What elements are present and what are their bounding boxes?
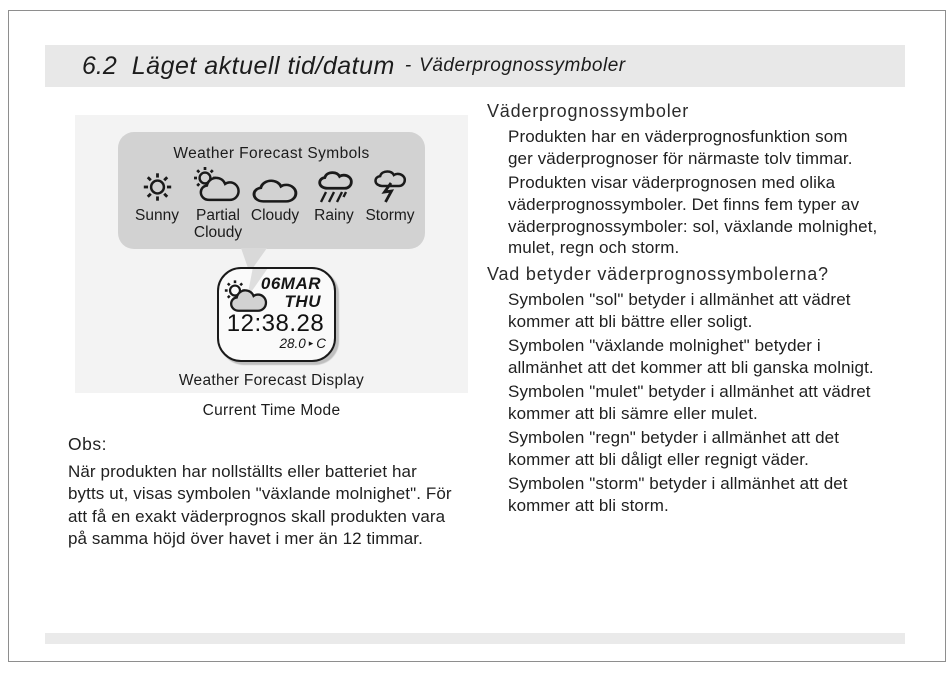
text-line: väderprognossymboler: sol, växlande molnighet, <box>508 216 878 236</box>
text-line: kommer att bli sämre eller mulet. <box>508 403 758 423</box>
text-line: Symbolen "regn" betyder i allmänhet att det <box>508 428 840 448</box>
text-line: Symbolen "storm" betyder i allmänhet att det <box>508 474 848 494</box>
section-heading: Väderprognossymboler <box>487 101 690 121</box>
rainy-icon <box>313 171 355 204</box>
text-line: kommer att bli bättre eller soligt. <box>508 311 753 331</box>
display-time: 12:38.28 <box>226 310 325 337</box>
paragraph <box>508 427 919 471</box>
text-line: Produkten visar väderprognosen med olika <box>508 173 836 193</box>
text-line: Symbolen "växlande molnighet" betyder i <box>508 335 821 355</box>
symbol-label: Sunny <box>135 207 179 224</box>
symbol-stormy <box>353 170 427 224</box>
note-heading: Obs: <box>68 434 107 454</box>
paragraph <box>508 381 919 425</box>
text-line: Symbolen "sol" betyder i allmänhet att vädret <box>508 289 851 309</box>
note-body <box>68 461 488 550</box>
footer-bar <box>45 633 905 644</box>
note-line: att få en exakt väderprognos skall produkten vara <box>68 506 446 526</box>
text-line: kommer att bli dåligt eller regnigt väder. <box>508 449 809 469</box>
text-line: mulet, regn och storm. <box>508 238 680 258</box>
text-line: Symbolen "mulet" betyder i allmänhet att vädret <box>508 381 871 401</box>
title-separator: - <box>404 55 412 76</box>
paragraph <box>508 335 919 379</box>
display-caption: Weather Forecast Display <box>178 372 365 389</box>
text-line: väderprognossymboler. Det finns fem typer av <box>508 194 860 214</box>
note-section <box>68 432 488 550</box>
partial-cloudy-icon <box>192 166 244 204</box>
display-day: THU <box>284 292 321 311</box>
section-heading: Vad betyder väderprognossymbolerna? <box>487 263 829 284</box>
paragraph <box>508 473 919 517</box>
cloudy-icon <box>252 179 299 204</box>
display-date: 06MAR <box>260 274 321 293</box>
symbol-label: Cloudy <box>250 207 300 224</box>
note-line: på samma höjd över havet i mer än 12 timmar. <box>68 528 423 548</box>
symbol-label: Partial Cloudy <box>193 207 243 241</box>
stormy-icon <box>371 170 409 204</box>
note-line: När produkten har nollställts eller batteriet har <box>68 462 417 481</box>
text-line: Produkten har en väderprognosfunktion som <box>508 127 848 146</box>
symbol-label: Rainy <box>314 207 354 224</box>
paragraph <box>508 172 919 259</box>
text-line: allmänhet att det kommer att bli ganska molnigt. <box>508 357 874 377</box>
text-line: ger väderprognoser för närmaste tolv timmar. <box>508 148 853 168</box>
temperature-unit: C <box>316 336 326 351</box>
right-text-column <box>487 99 919 519</box>
page-title: Läget aktuell tid/datum <box>131 51 395 80</box>
weather-forecast-display <box>217 267 336 362</box>
section-header-bar <box>45 45 905 87</box>
paragraph <box>508 289 919 333</box>
temperature-value: 28.0 <box>279 336 306 351</box>
section-number: 6.2 <box>82 51 117 80</box>
page-subtitle: Väderprognossymboler <box>419 55 626 76</box>
paragraph <box>508 126 919 170</box>
sunny-icon <box>140 170 175 204</box>
note-line: bytts ut, visas symbolen "växlande molnighet". För <box>68 484 452 504</box>
symbols-box-title: Weather Forecast Symbols <box>173 145 370 162</box>
symbol-label: Stormy <box>365 207 415 224</box>
mode-caption: Current Time Mode <box>202 402 341 419</box>
display-temperature <box>279 336 326 351</box>
text-line: kommer att bli storm. <box>508 495 669 515</box>
callout-tail <box>225 246 273 270</box>
pointer-triangle-icon: ▸ <box>308 338 314 348</box>
